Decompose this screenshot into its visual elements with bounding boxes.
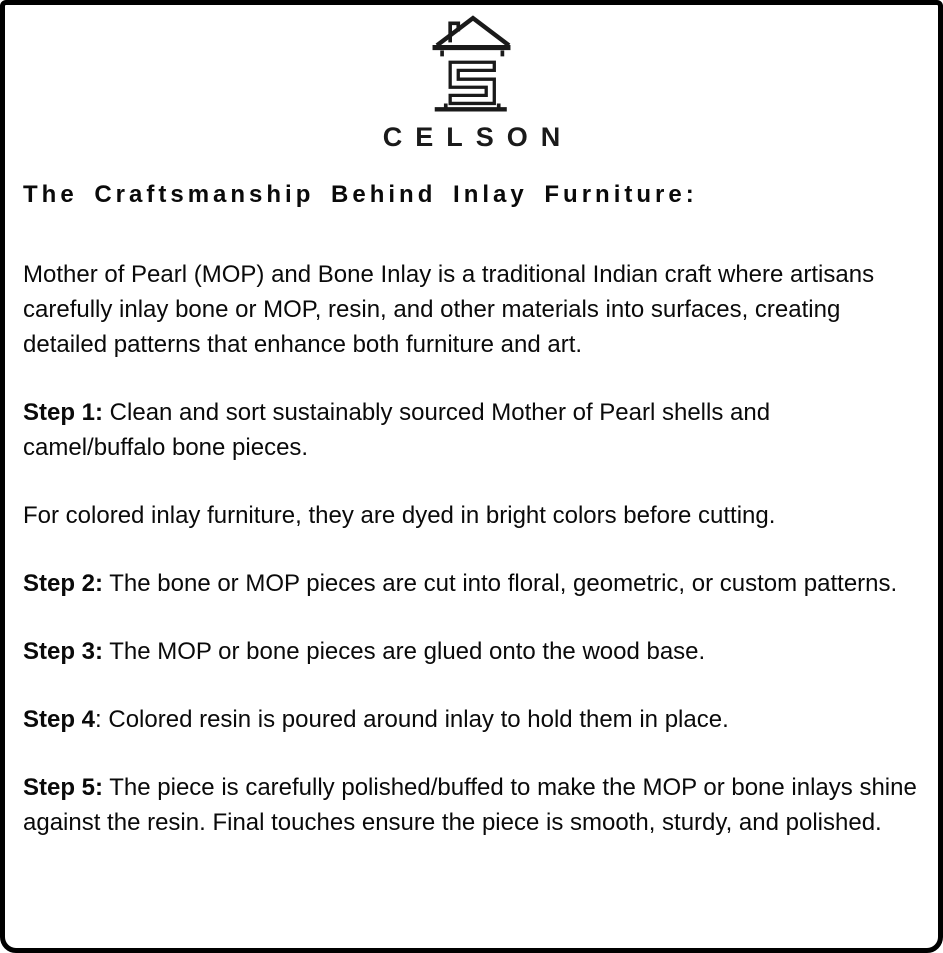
brand-wordmark: CELSON bbox=[382, 122, 574, 152]
step-1-label: Step 1: bbox=[23, 399, 104, 426]
step-5-label: Step 5: bbox=[23, 774, 104, 801]
body-text bbox=[23, 257, 918, 840]
paragraph-text: Mother of Pearl (MOP) and Bone Inlay is a traditional Indian craft where artisans carefully inlay bone or MOP, resin, and other materials into surfaces, creating detailed patterns that enhance both furniture and art. bbox=[23, 261, 875, 358]
paragraph-text: The piece is carefully polished/buffed to make the MOP or bone inlays shine against the resin. Final touches ensure the piece is smooth, sturdy, and polished. bbox=[23, 774, 917, 836]
paragraph-text: : Colored resin is poured around inlay to hold them in place. bbox=[95, 706, 729, 733]
paragraph-text: Clean and sort sustainably sourced Mother of Pearl shells and camel/buffalo bone pieces. bbox=[23, 399, 771, 461]
page-title: The Craftsmanship Behind Inlay Furniture: bbox=[23, 181, 698, 208]
brand-logo bbox=[5, 5, 938, 153]
paragraph-text: The MOP or bone pieces are glued onto the wood base. bbox=[103, 638, 706, 665]
paragraph-text: The bone or MOP pieces are cut into floral, geometric, or custom patterns. bbox=[103, 570, 898, 597]
colored-inlay-note bbox=[23, 498, 918, 533]
paragraph-text: For colored inlay furniture, they are dyed in bright colors before cutting. bbox=[23, 502, 776, 529]
step-1-paragraph bbox=[23, 395, 918, 465]
step-4-paragraph bbox=[23, 702, 918, 737]
step-4-label: Step 4 bbox=[23, 706, 96, 733]
step-3-paragraph bbox=[23, 634, 918, 669]
step-5-paragraph bbox=[23, 770, 918, 840]
house-s-logo-icon bbox=[431, 100, 512, 117]
intro-paragraph bbox=[23, 257, 918, 362]
step-2-paragraph bbox=[23, 566, 918, 601]
step-3-label: Step 3: bbox=[23, 638, 104, 665]
step-2-label: Step 2: bbox=[23, 570, 104, 597]
